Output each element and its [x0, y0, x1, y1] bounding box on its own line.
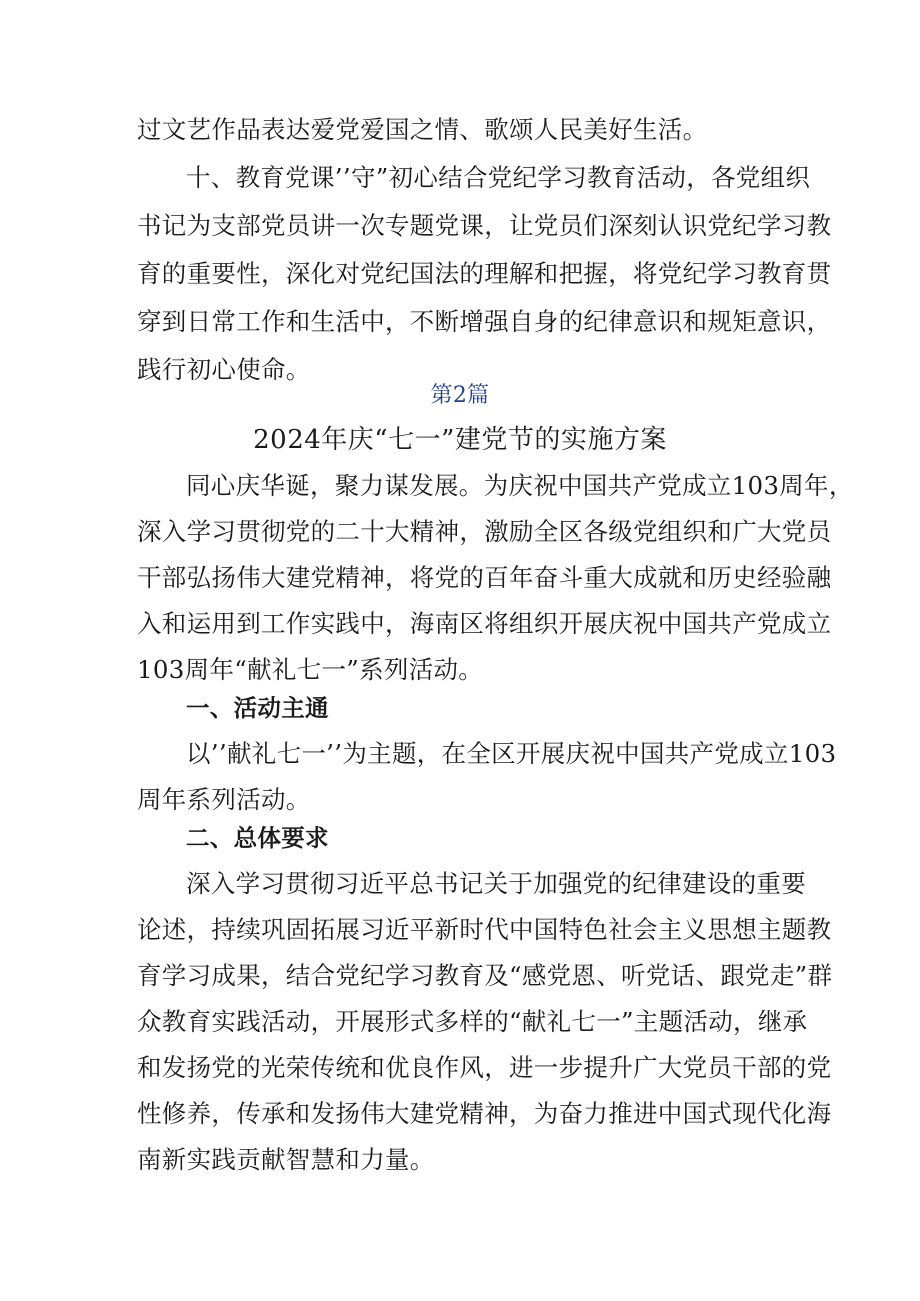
paragraph-line: 论述，持续巩固拓展习近平新时代中国特色社会主义思想主题教: [137, 915, 832, 944]
section-label: 第2篇: [430, 383, 490, 408]
paragraph-line: 穿到日常工作和生活中，不断增强自身的纪律意识和规矩意识，: [137, 307, 832, 336]
paragraph-line: 南新实践贡献智慧和力量。: [137, 1145, 435, 1174]
paragraph-line: 以’’献礼七一’’为主题，在全区开展庆祝中国共产党成立103: [186, 739, 837, 768]
paragraph-line: 干部弘扬伟大建党精神，将党的百年奋斗重大成就和历史经验融: [137, 563, 832, 592]
paragraph-line: 育学习成果，结合党纪学习教育及“感党恩、听党话、跟党走”群: [137, 961, 833, 990]
paragraph-line: 性修养，传承和发扬伟大建党精神，为奋力推进中国式现代化海: [137, 1099, 832, 1128]
paragraph-line: 周年系列活动。: [137, 785, 311, 814]
paragraph-line: 十、教育党课’’守”初心结合党纪学习教育活动，各党组织: [186, 163, 811, 192]
paragraph-line: 践行初心使命。: [137, 355, 311, 384]
paragraph-line: 103周年“献礼七一”系列活动。: [137, 655, 484, 684]
paragraph-line: 过文艺作品表达爱党爱国之情、歌颂人民美好生活。: [137, 115, 708, 144]
paragraph-line: 入和运用到工作实践中，海南区将组织开展庆祝中国共产党成立: [137, 609, 832, 638]
section-heading: 二、总体要求: [186, 824, 329, 852]
paragraph-line: 深入学习贯彻党的二十大精神，激励全区各级党组织和广大党员: [137, 517, 832, 546]
paragraph-line: 同心庆华诞，聚力谋发展。为庆祝中国共产党成立103周年，: [186, 471, 854, 500]
paragraph-line: 众教育实践活动，开展形式多样的“献礼七一”主题活动，继承: [137, 1007, 808, 1036]
paragraph-line: 书记为支部党员讲一次专题党课，让党员们深刻认识党纪学习教: [137, 211, 832, 240]
section-heading: 一、活动主通: [186, 694, 329, 722]
paragraph-line: 和发扬党的光荣传统和优良作风，进一步提升广大党员干部的党: [137, 1053, 832, 1082]
paragraph-line: 深入学习贯彻习近平总书记关于加强党的纪律建设的重要: [186, 869, 806, 898]
paragraph-line: 育的重要性，深化对党纪国法的理解和把握，将党纪学习教育贯: [137, 259, 832, 288]
document-title: 2024年庆“七一”建党节的实施方案: [253, 425, 667, 455]
